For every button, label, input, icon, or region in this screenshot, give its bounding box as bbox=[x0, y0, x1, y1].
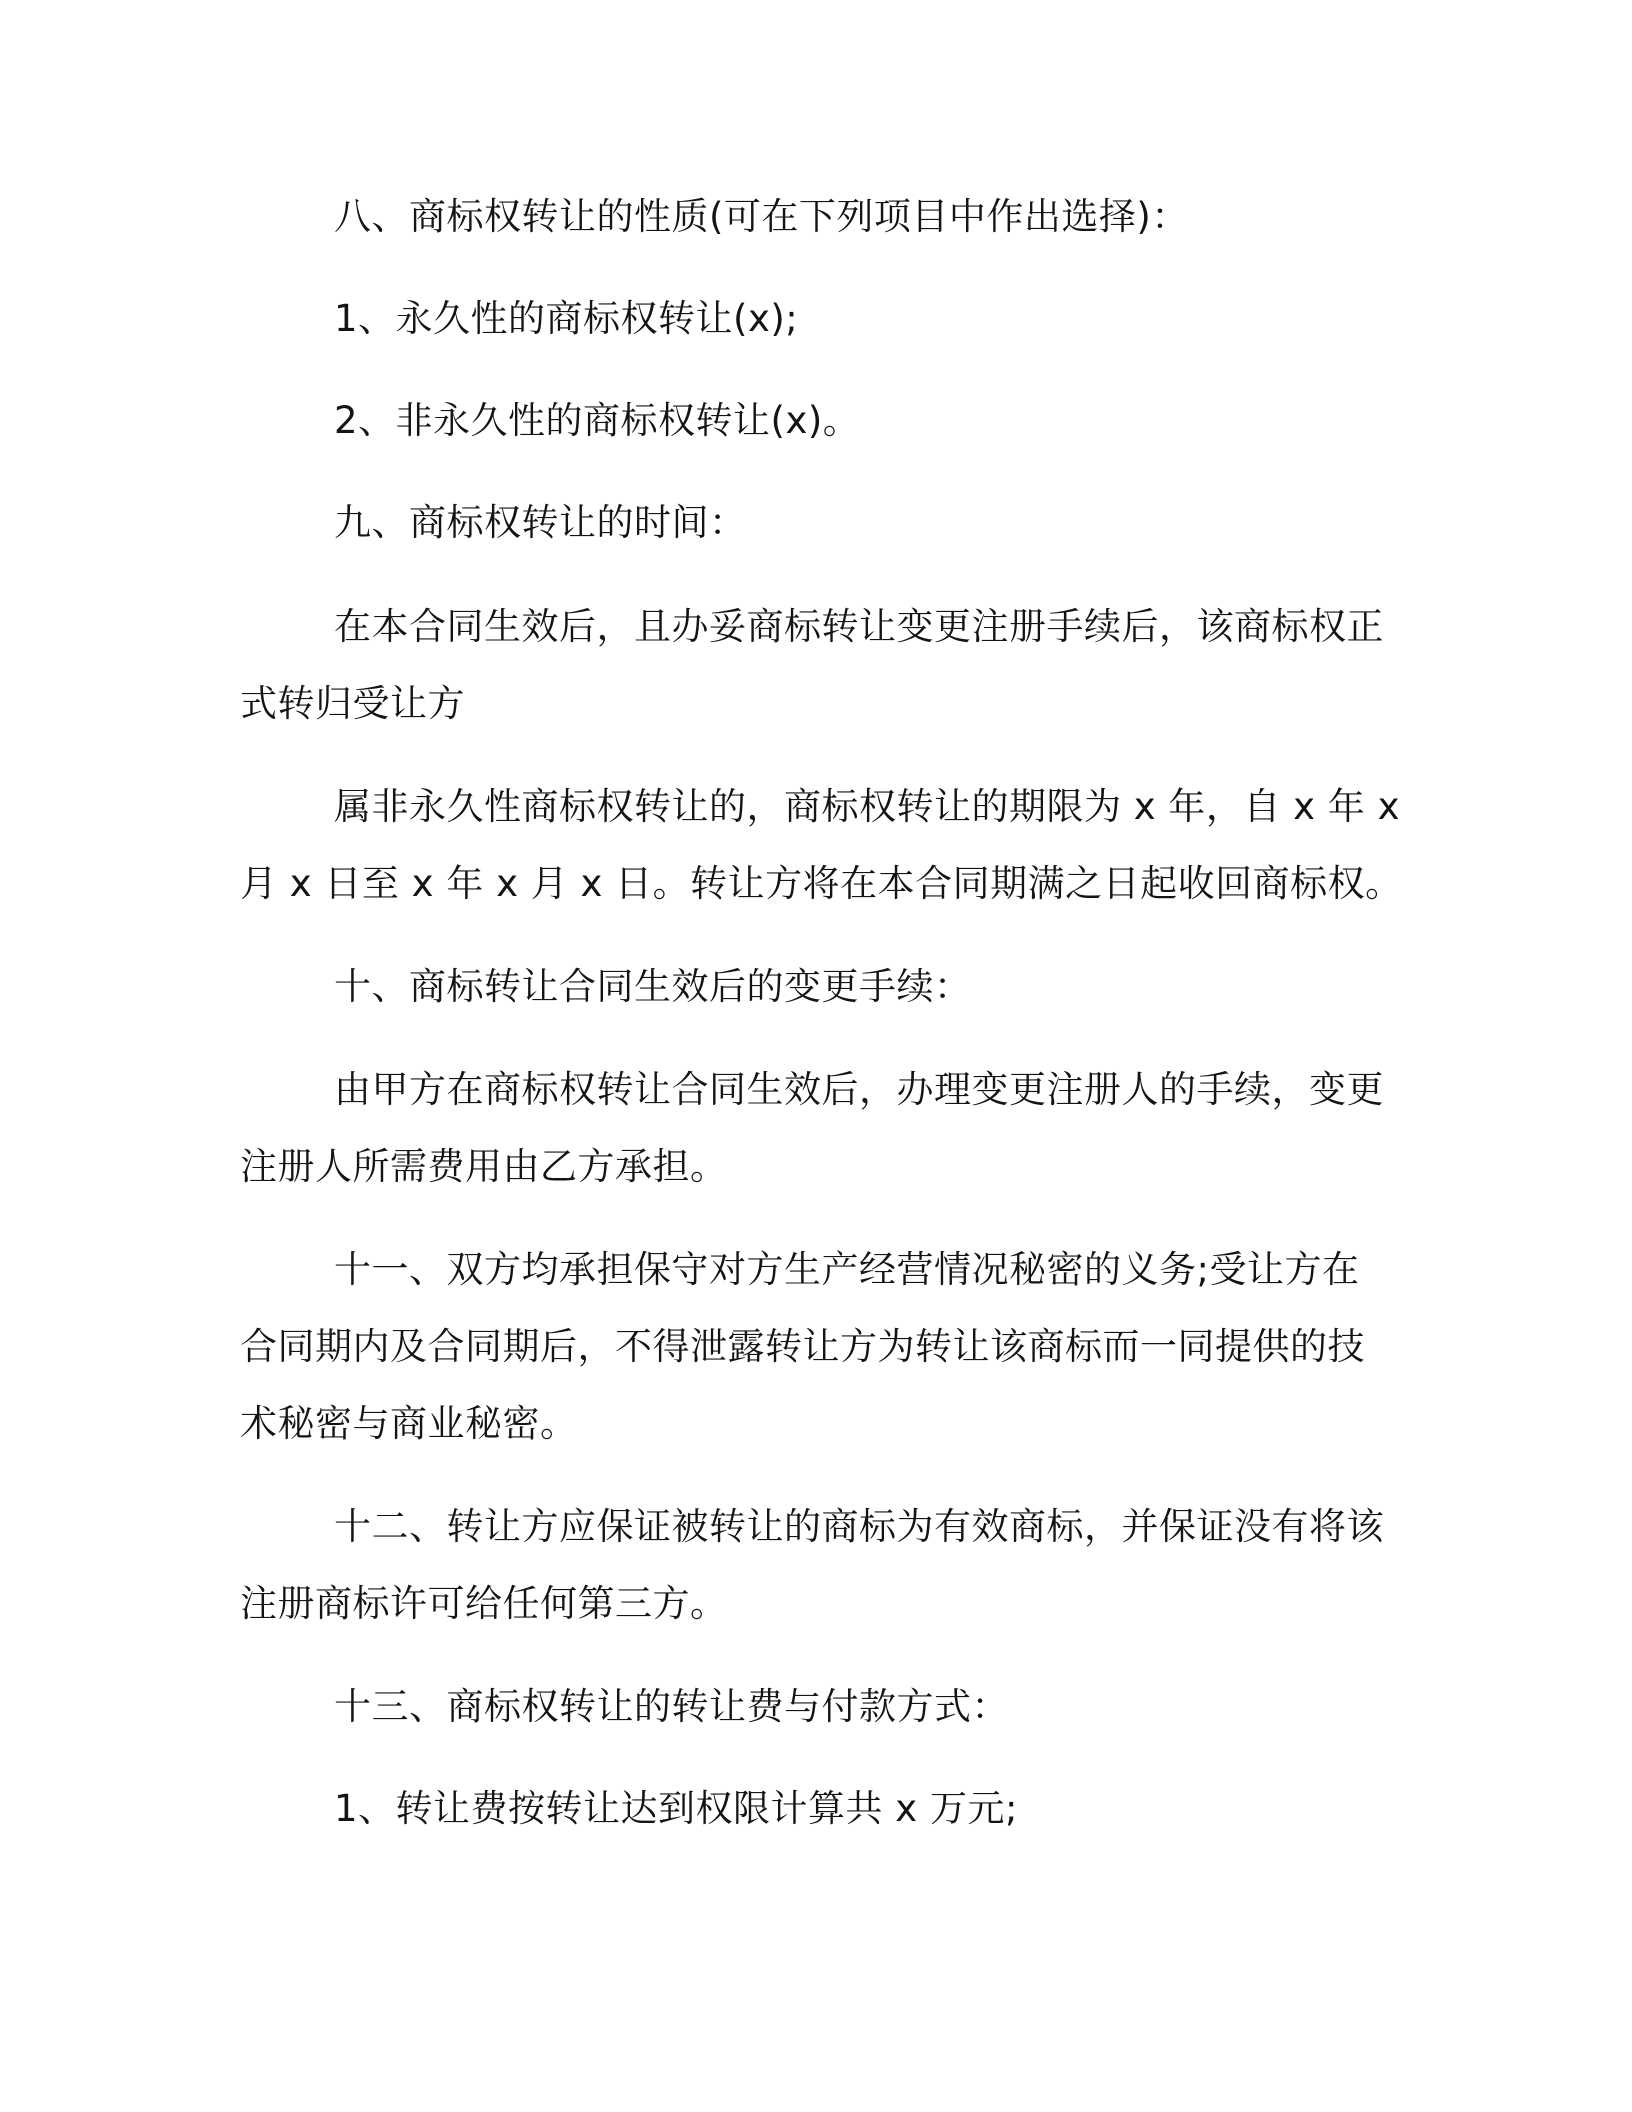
section-10-heading: 十、商标转让合同生效后的变更手续： bbox=[334, 965, 972, 1008]
section-11-line-2: 合同期内及合同期后，不得泄露转让方为转让该商标而一同提供的技 bbox=[240, 1325, 1365, 1368]
section-13-item-1: 1、转让费按转让达到权限计算共 x 万元; bbox=[334, 1787, 1018, 1830]
section-8-heading: 八、商标权转让的性质(可在下列项目中作出选择)： bbox=[334, 195, 1189, 238]
section-12-line-2: 注册商标许可给任何第三方。 bbox=[240, 1582, 728, 1625]
section-12-line-1: 十二、转让方应保证被转让的商标为有效商标，并保证没有将该 bbox=[334, 1505, 1384, 1548]
section-10-paragraph-line-1: 由甲方在商标权转让合同生效后，办理变更注册人的手续，变更 bbox=[334, 1068, 1384, 1111]
section-8-option-2: 2、非永久性的商标权转让(x)。 bbox=[334, 399, 861, 442]
section-9-paragraph-2-line-1: 属非永久性商标权转让的，商标权转让的期限为 x 年，自 x 年 x bbox=[334, 785, 1400, 828]
section-8-option-1: 1、永久性的商标权转让(x); bbox=[334, 297, 799, 340]
section-11-line-1: 十一、双方均承担保守对方生产经营情况秘密的义务;受让方在 bbox=[334, 1248, 1360, 1291]
section-11-line-3: 术秘密与商业秘密。 bbox=[240, 1402, 578, 1445]
section-13-heading: 十三、商标权转让的转让费与付款方式： bbox=[334, 1685, 1009, 1728]
section-9-paragraph-1-line-2: 式转归受让方 bbox=[240, 682, 465, 725]
section-10-paragraph-line-2: 注册人所需费用由乙方承担。 bbox=[240, 1145, 728, 1188]
section-9-paragraph-2-line-2: 月 x 日至 x 年 x 月 x 日。转让方将在本合同期满之日起收回商标权。 bbox=[240, 862, 1403, 905]
section-9-heading: 九、商标权转让的时间： bbox=[334, 501, 747, 544]
section-9-paragraph-1-line-1: 在本合同生效后，且办妥商标转让变更注册手续后，该商标权正 bbox=[334, 605, 1384, 648]
